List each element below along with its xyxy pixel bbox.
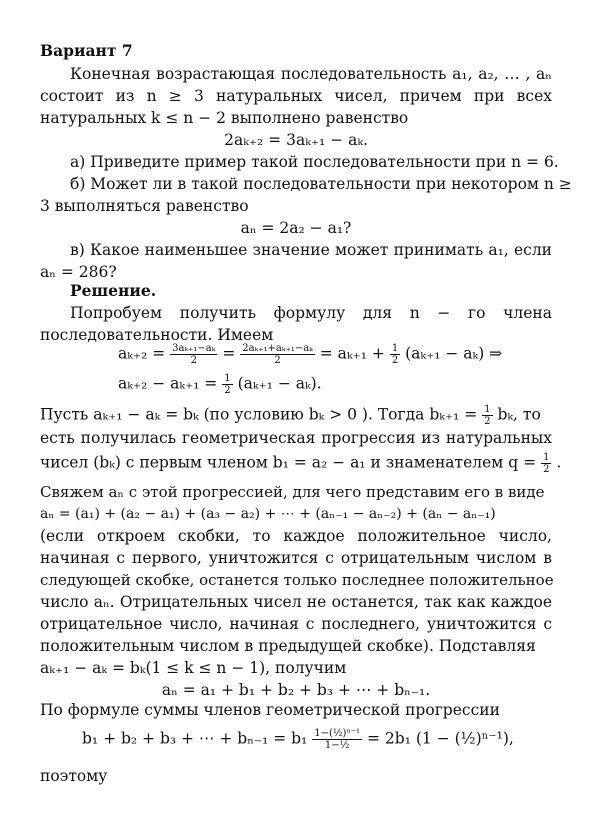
para3-tail: .	[556, 453, 562, 472]
equation-derivation-2	[118, 373, 558, 396]
solution-line-1: Попробуем получить формулу для n − го члена	[70, 304, 552, 322]
equation-an-sum: aₙ = a₁ + b₁ + b₂ + b₃ + ⋯ + bₙ₋₁.	[161, 681, 431, 699]
para3-fraction: $\frac{1}{2}$	[543, 452, 550, 475]
eq6-left: b₁ + b₂ + b₃ + ⋯ + bₙ₋₁ = b₁	[82, 729, 308, 748]
problem-line-2: состоит из n ≥ 3 натуральных чисел, причем при всех	[40, 87, 552, 105]
eq3-fraction-2: $\frac{\text{2aₖ₊₁+aₖ₊₁−aₖ}}{2}$	[242, 343, 313, 366]
solution-para-7: начиная с первого, уничтожится с отрицательным числом в	[40, 549, 552, 567]
problem-line-1: Конечная возрастающая последовательность a₁, a₂, … , aₙ	[70, 65, 552, 83]
para3-text: чисел (bₖ) с первым членом b₁ = a₂ − a₁ и знаменателем q =	[40, 453, 537, 472]
solution-para-4: Свяжем aₙ с этой прогрессией, для чего представим его в виде	[40, 483, 545, 501]
para1-tail: bₖ, то	[497, 405, 541, 424]
eq4-fraction: $\frac{1}{2}$	[224, 373, 231, 396]
solution-para-12: aₖ₊₁ − aₖ = bₖ(1 ≤ k ≤ n − 1), получим	[40, 659, 347, 677]
eq6-fraction: $\frac{\text{1−(½)ⁿ⁻¹}}{\text{1−½}}$	[314, 728, 361, 751]
question-c-line-1: в) Какое наименьшее значение может принимать a₁, если	[70, 241, 552, 259]
eq3-tail: (aₖ₊₁ − aₖ) ⇒	[405, 344, 503, 363]
para1-text: Пусть aₖ₊₁ − aₖ = bₖ (по условию bₖ > 0 ). Тогда bₖ₊₁ =	[40, 405, 478, 424]
eq4-tail: (aₖ₊₁ − aₖ).	[237, 374, 322, 393]
equation-geometric-sum	[82, 728, 542, 751]
solution-para-13: По формуле суммы членов геометрической прогрессии	[40, 701, 500, 719]
eq6-right: = 2b₁ (1 − (½)ⁿ⁻¹),	[367, 729, 514, 748]
question-b-line-2: 3 выполняться равенство	[40, 197, 249, 215]
solution-para-6: (если откроем скобки, то каждое положительное число,	[40, 527, 552, 545]
equation-recurrence: 2aₖ₊₂ = 3aₖ₊₁ − aₖ.	[224, 131, 368, 149]
eq3-mid: =	[222, 344, 236, 363]
solution-para-14: поэтому	[40, 767, 108, 785]
solution-para-2: есть получилась геометрическая прогрессия из натуральных	[40, 429, 552, 447]
question-a: а) Приведите пример такой последовательности при n = 6.	[70, 153, 559, 171]
solution-para-9: число aₙ. Отрицательных чисел не останется, так как каждое	[40, 593, 552, 611]
question-b-line-1: б) Может ли в такой последовательности при некотором n ≥	[70, 175, 572, 193]
solution-para-1	[40, 404, 552, 427]
eq3-right: = aₖ₊₁ +	[319, 344, 385, 363]
eq3-left: aₖ₊₂ =	[118, 344, 166, 363]
solution-line-2: последовательности. Имеем	[40, 326, 274, 344]
eq4-left: aₖ₊₂ − aₖ₊₁ =	[118, 374, 218, 393]
eq3-fraction-1: $\frac{\text{3aₖ₊₁−aₖ}}{2}$	[172, 343, 216, 366]
problem-line-3: натуральных k ≤ n − 2 выполнено равенство	[40, 109, 409, 127]
para1-fraction: $\frac{1}{2}$	[484, 404, 491, 427]
eq3-fraction-3: $\frac{1}{2}$	[391, 343, 399, 366]
equation-derivation-1	[118, 343, 558, 366]
solution-heading: Решение.	[70, 281, 157, 300]
equation-question-b: aₙ = 2a₂ − a₁?	[240, 219, 352, 237]
solution-para-8: следующей скобке, останется только последнее положительное	[40, 571, 554, 589]
question-c-line-2: aₙ = 286?	[40, 263, 117, 281]
variant-heading: Вариант 7	[40, 41, 133, 60]
solution-para-11: положительным числом в предыдущей скобке). Подставляя	[40, 637, 536, 655]
solution-para-10: отрицательное число, начиная с последнего, уничтожится с	[40, 615, 552, 633]
solution-para-3	[40, 452, 562, 475]
telescoping-sum: aₙ = (a₁) + (a₂ − a₁) + (a₃ − a₂) + ⋯ + (aₙ₋₁ − aₙ₋₂) + (aₙ − aₙ₋₁)	[40, 506, 496, 522]
